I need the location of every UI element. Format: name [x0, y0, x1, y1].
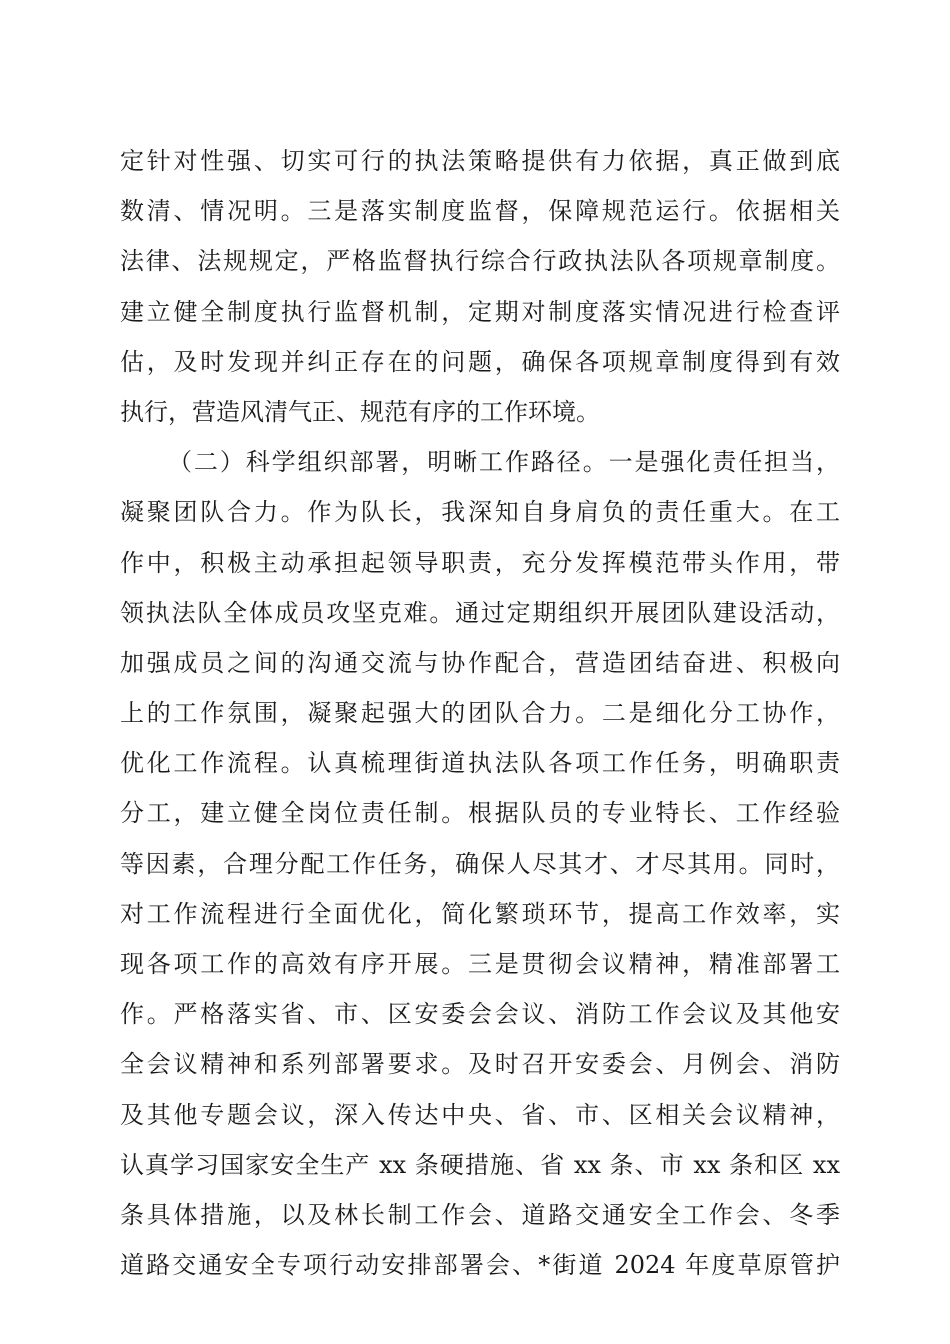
section-heading-line: （二）科学组织部署，明晰工作路径。一是强化责任担当，: [168, 448, 840, 477]
text-line: 执行，营造风清气正、规范有序的工作环境。: [120, 397, 600, 426]
text-line: 加强成员之间的沟通交流与协作配合，营造团结奋进、积极向: [120, 648, 840, 677]
body-text: [120, 136, 840, 1290]
text-line: 及其他专题会议，深入传达中央、省、市、区相关会议精神，: [120, 1100, 840, 1129]
text-line: 作。严格落实省、市、区安委会会议、消防工作会议及其他安: [120, 1000, 840, 1029]
text-line: 等因素，合理分配工作任务，确保人尽其才、才尽其用。同时，: [120, 849, 840, 878]
text-line: 建立健全制度执行监督机制，定期对制度落实情况进行检查评: [120, 297, 840, 326]
text-line: 认真学习国家安全生产 xx 条硬措施、省 xx 条、市 xx 条和区 xx: [120, 1150, 840, 1179]
text-line: 作中，积极主动承担起领导职责，充分发挥模范带头作用，带: [120, 548, 840, 577]
text-line: 领执法队全体成员攻坚克难。通过定期组织开展团队建设活动，: [120, 598, 840, 627]
text-line: 道路交通安全专项行动安排部署会、*街道 2024 年度草原管护: [120, 1251, 840, 1280]
text-line: 现各项工作的高效有序开展。三是贯彻会议精神，精准部署工: [120, 950, 840, 978]
text-line: 分工，建立健全岗位责任制。根据队员的专业特长、工作经验: [120, 799, 840, 828]
text-line: 定针对性强、切实可行的执法策略提供有力依据，真正做到底: [120, 147, 840, 175]
text-line: 凝聚团队合力。作为队长，我深知自身肩负的责任重大。在工: [120, 498, 840, 527]
text-line: 估，及时发现并纠正存在的问题，确保各项规章制度得到有效: [120, 347, 840, 376]
text-line: 数清、情况明。三是落实制度监督，保障规范运行。依据相关: [120, 197, 840, 226]
text-line: 全会议精神和系列部署要求。及时召开安委会、月例会、消防: [120, 1050, 840, 1079]
text-line: 法律、法规规定，严格监督执行综合行政执法队各项规章制度。: [120, 247, 840, 276]
text-line: 对工作流程进行全面优化，简化繁琐环节，提高工作效率，实: [120, 899, 840, 928]
text-line: 条具体措施，以及林长制工作会、道路交通安全工作会、冬季: [120, 1200, 840, 1229]
text-line: 优化工作流程。认真梳理街道执法队各项工作任务，明确职责: [120, 749, 840, 778]
text-line: 上的工作氛围，凝聚起强大的团队合力。二是细化分工协作，: [120, 699, 840, 728]
